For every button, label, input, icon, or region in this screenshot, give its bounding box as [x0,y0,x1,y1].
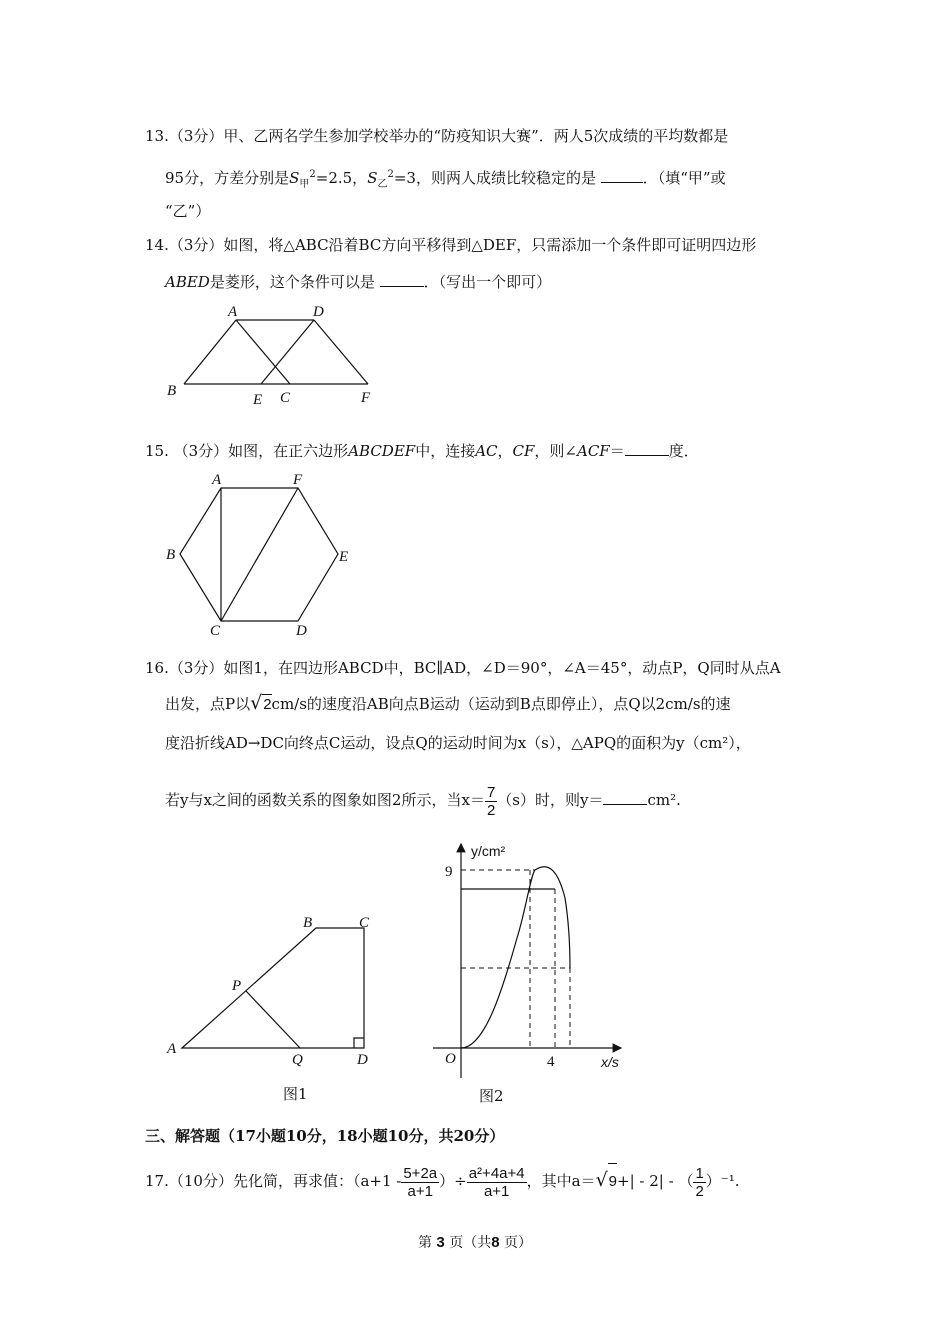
segment-ab [184,320,236,384]
figure2-caption: 图2 [479,1087,504,1105]
segment-ac [236,320,290,384]
q15-number: 15. [145,442,169,460]
section-three-heading: 三、解答题（17小题10分，18小题10分，共20分） [145,1127,505,1145]
label-d: D [296,623,307,639]
figure1-caption: 图1 [283,1085,308,1103]
label-f: F [361,390,371,406]
label-d: D [313,304,324,320]
q14-number: 14. [145,236,169,254]
q13-line3: “乙”） [165,202,211,220]
fraction-3: $\frac{1}{2}$ [695,1164,704,1200]
segment-df [314,320,368,384]
q16-line4: 若y与x之间的函数关系的图象如图2所示，当x＝ $\frac{7}{2}$ （s）时，则y＝ cm². [165,783,681,819]
answer-blank [380,272,424,287]
q16-figure1 [160,905,390,1075]
page-footer: 第 3 页（共8 页） [417,1234,533,1251]
q16-line1: 16.（3分）如图1，在四边形ABCD中，BC∥AD，∠D＝90°，∠A＝45°，动点P，Q同时从点A [145,659,781,677]
x-axis-label: x/s [601,1054,619,1070]
tick-9: 9 [445,864,453,880]
y-axis-label: y/cm² [471,843,506,859]
label-c: C [210,623,221,639]
label-b: B [167,383,177,399]
label-b: B [303,915,313,931]
answer-blank [603,790,647,805]
origin-label: O [445,1051,456,1067]
segment-pq [246,991,300,1048]
q16-number: 16. [145,659,169,677]
q14-line2: ABED是菱形，这个条件可以是 ．（写出一个即可） [165,273,552,291]
q13-line1: 13.（3分）甲、乙两名学生参加学校举办的“防疫知识大赛”．两人5次成绩的平均数都是 [145,127,729,145]
fraction-1: $\frac{5+2a}{a+1}$ [403,1164,438,1200]
answer-blank [625,441,669,456]
segment-de [261,320,314,384]
label-a: A [212,472,222,488]
label-f: F [293,472,303,488]
q15-hexagon-figure [160,466,360,646]
label-c: C [359,915,370,931]
q16-line3: 度沿折线AD→DC向终点C运动，设点Q的运动时间为x（s），△APQ的面积为y（cm²）， [165,734,751,752]
tick-4: 4 [547,1054,555,1070]
label-a: A [167,1041,177,1057]
answer-blank [601,168,643,183]
q14-line1: 14.（3分）如图，将△ABC沿着BC方向平移得到△DEF，只需添加一个条件即可证明四边形 [145,236,757,254]
label-c: C [280,390,291,406]
q16-line2: 出发，点P以√2cm/s的速度沿AB向点B运动（运动到B点即停止），点Q以2cm/s的速 [165,692,731,714]
right-angle-mark [354,1038,364,1048]
q14-figure [160,298,390,413]
q17-number: 17. [145,1172,169,1190]
quadrilateral-abcd [182,928,364,1048]
q13-line2: 95分，方差分别是$S_甲^2=2.5$，$S_乙^2=3$，则两人成绩比较稳定的是 ．（填“甲”或 [165,169,726,190]
q16-figure2-graph [425,838,645,1083]
fraction-2: $\frac{\text{a²+4a+4}}{a+1}$ [468,1164,525,1200]
label-a: A [228,304,238,320]
label-d: D [357,1052,368,1068]
label-q: Q [292,1052,303,1068]
label-e: E [253,392,263,408]
q15-line1: 15. （3分）如图，在正六边形ABCDEF中，连接AC，CF，则∠ACF＝ 度． [145,442,699,460]
label-e: E [339,549,349,565]
q13-number: 13. [145,127,169,145]
label-p: P [232,978,242,994]
segment-cf [221,488,298,621]
fraction-seven-halves: $\frac{7}{2}$ [486,783,496,819]
q17-line: 17.（10分）先化简，再求值：（a+1 - $\frac{5+2a}{a+1}$ ）÷ $\frac{\text{a²+4a+4}}{a+1}$ ，其中a＝√9+| - 2| - （ $\frac{1}{2}$ ）⁻¹. [145,1164,740,1200]
function-curve [461,867,570,1048]
label-b: B [166,547,176,563]
